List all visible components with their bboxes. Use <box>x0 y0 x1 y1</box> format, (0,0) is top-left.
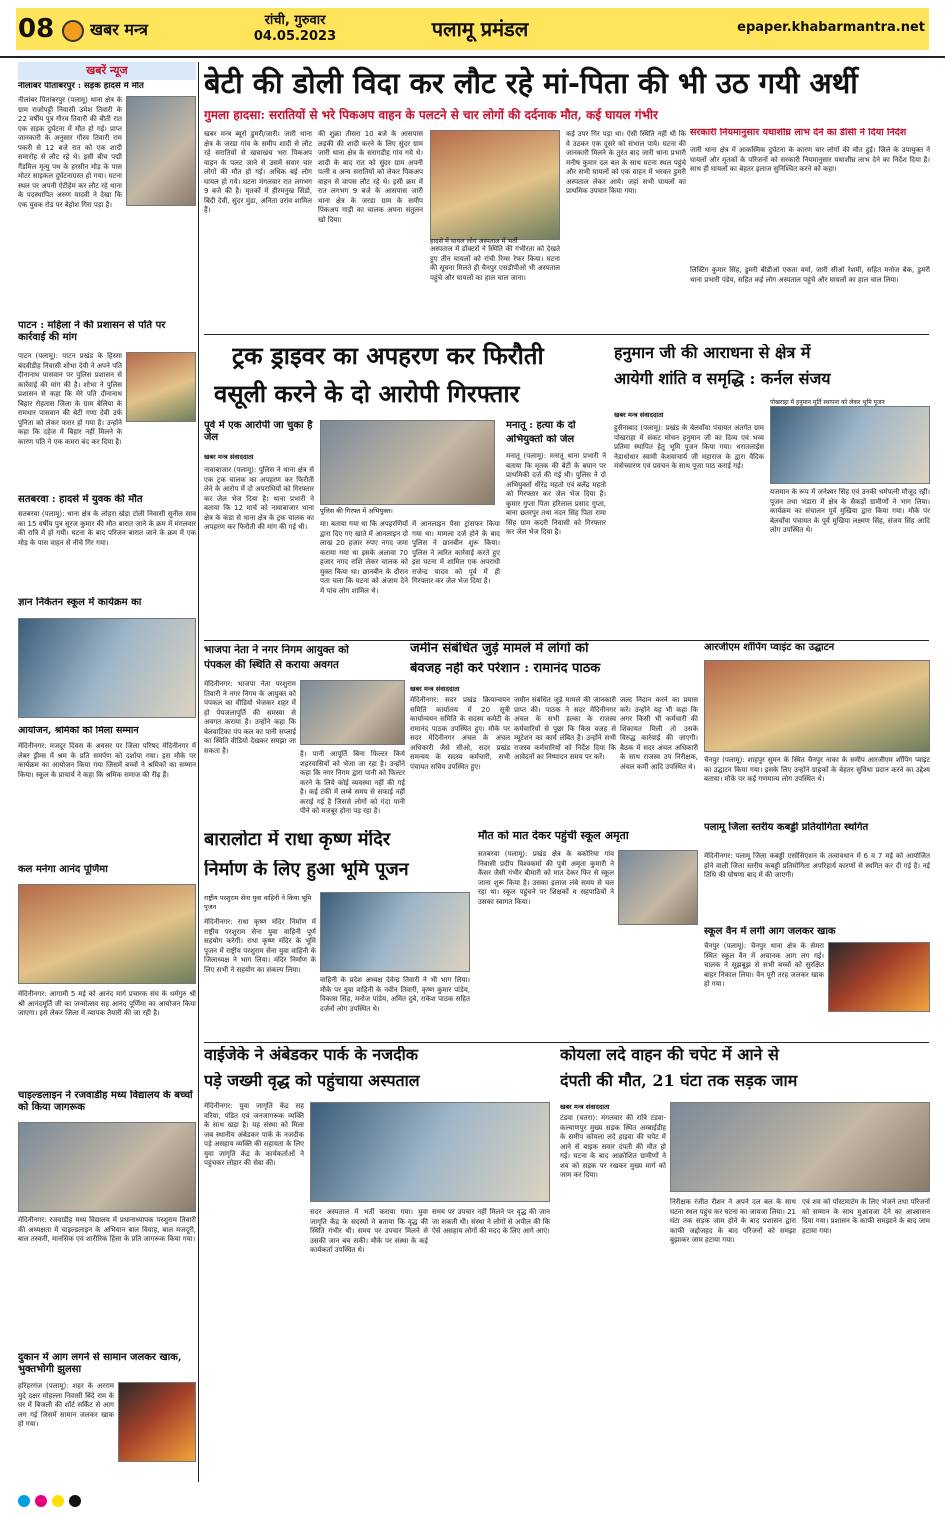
reg-dot-1 <box>18 1495 30 1507</box>
barlota-body-1: मेदिनीनगर: राधा कृष्ण मंदिर निर्माण में राष्ट्रीय परशुराम सेना युवा वाहिनी पूर्ण सहयोग करेगी। राधा कृष्ण मंदिर के भूमि पूजन में राष्ट्रीय परशुराम सेना युवा वाहिनी के जिलाध्यक्ष ने भाग लिया। मंदिर निर्माण के लिए सभी ने सहयोग का संकल्प लिया। <box>204 918 316 974</box>
hanuman-byline: खबर मन्त्र संवाददाता <box>614 411 664 419</box>
manatu-head-2: अभियुक्तों को जेल <box>506 434 575 445</box>
sidebar <box>18 62 196 1482</box>
bjp-body-2: है। पानी आपूर्ति बिना फिल्टर किये शहरवासियों को भेजा जा रहा है। उन्होंने कहा कि नगर निगम द्वारा पानी को फिल्टर करने के लिये कोई व्यवस्था नहीं की गई है। कई टंकी में लम्बे समय से सफाई नहीं कराई गई है जिससे लोगों को गंदा पानी पीने को मजबूर होना पड़ रहा है। <box>300 750 405 815</box>
truck-byline: खबर मन्त्र संवाददाता <box>204 453 254 461</box>
sidebar-s3-body: सतबरवा (पलामू): थाना क्षेत्र के लोहरा खेड़ा टोली निवासी सुनील साव का 15 वर्षीय पुत्र सूरज कुमार की मौत बारात जाने के क्रम में मंगलवार की रात्रि में हो गयी। घटना के बाद परिजन बारात जाने के क्रम में एक मोड़ के पास वाहन से नीचे गिर गया। <box>18 510 196 547</box>
aryabhatt-head: आरजीएम शॉपिंग प्वाइंट का उद्घाटन <box>704 642 835 653</box>
truck-subhead: पूर्व में एक आरोपी जा चुका है जेल <box>204 420 313 443</box>
manatu-head-1: मनातू : हत्या के दो <box>506 420 576 431</box>
right-top-body-2: लिस्टिंग कुमार सिंह, डुमरी बीडीओ एकता वर्मा, जारी सीओ रेशमी, सहित मनोज बेक, डुमरी थाना प्रभारी पंडेय, सहित कई लोग अस्पताल पहुंचे और घायलों का हाल चाल लिया। <box>690 266 930 284</box>
land-body-3: जल्द निदान करने का प्रयास करें। उन्होंने यह भी कहा कि अगर किसी भी कर्मचारी की शिकायत मिली तो उसके विरुद्ध कार्रवाई की जाएगी। बैठक में सदर अंचल अधिकारी के साथ राजस्व उप निरीक्षक, अंचल कर्मी आदि उपस्थित थे। <box>620 696 698 771</box>
truck-headline-2: वसूली करने के दो आरोपी गिरफ्तार <box>214 380 520 408</box>
sidebar-s4-head: ज्ञान निकेतन स्कूल में कार्यक्रम का <box>18 597 142 608</box>
sidebar-s6-body: मेदिनीनगर: आगामी 5 मई को आनंद मार्ग प्रचारक संघ के धर्मगुरु श्री श्री आनंदमूर्ति जी का जन्मोत्सव सह आनंद पूर्णिमा का आयोजन किया जाएगा। इसे लेकर जिला में व्यापक तैयारी की जा रही है। <box>18 990 196 1017</box>
lead-photo-caption: हादसे में घायल लोग अस्पताल में भर्ती <box>430 237 518 245</box>
land-head-1: जमीन संबंधित जुड़े मामले में लोगों को <box>410 642 589 656</box>
lead-kicker: गुमला हादसा <box>204 108 261 122</box>
van-body: चैनपुर (पलामू): चैनपुर थाना क्षेत्र के सेमरा स्थित स्कूल वैन में अचानक आग लग गई। चालक ने सूझबूझ से सभी बच्चों को सुरक्षित बाहर निकाल लिया। वैन पूरी तरह जलकर खाक हो गया। <box>704 942 824 988</box>
coal-head-1: कोयला लदे वाहन की चपेट में आने से <box>560 1046 779 1064</box>
sidebar-s6-head: कल मनेगा आनंद पूर्णिमा <box>18 864 108 875</box>
logo-text: खबर मन्त्र <box>90 20 148 39</box>
land-body-1: मेदिनीनगर: सदर प्रखंड क्रियान्वयन समिति कार्यालय में 20 सूत्री कार्यान्वयन समिति के सदस्य कमेटी के रामानंद पाठक उपस्थित हुए। मौके पर सदर मेदिनीनगर अंचल के अंचल अधिकारी जैसे सीओ, सदर प्रखंड समन्वय के सदस्य कर्मचारी, सभी पंचायत सचिव उपस्थित हुए। <box>410 696 510 771</box>
land-byline: खबर मन्त्र संवाददाता <box>410 685 460 693</box>
hanuman-body-2: यजमान के रूप में जनेश्वर सिंह एवं उनकी धर्मपत्नी मौजूद रहीं। पूजन तथा भंडारा में क्षेत्र के सैकड़ों ग्रामीणों ने भाग लिया। कार्यक्रम का संचालन पूर्व मुखिया द्वारा किया गया। मौके पर बेलवाँवा पंचायत के पूर्व मुखिया लक्ष्मण सिंह, संजय सिंह आदि लोग उपस्थित थे। <box>770 488 930 534</box>
sidebar-s2-photo <box>126 352 196 422</box>
section-title: पलामू प्रमंडल <box>431 17 529 41</box>
truck-photo-caption: पुलिस की गिरफ्त में अभियुक्त। <box>320 507 393 515</box>
land-head-2: बेवजह नहीं करें परेशान : रामानंद पाठक <box>410 662 601 676</box>
truck-body-3: में आनलाइन पैसा ट्रांसफर किया गया था। मामला दर्ज होने के बाद पुलिस ने छानबीन शुरू किया। पुलिस ने त्वरित कार्रवाई करते हुए इस घटना में शामिल एक अपराधी राजेन्द्र यादव को पूर्व में ही गिरफ्तार कर जेल भेज दिया है। <box>412 520 500 585</box>
sidebar-s8-head: दुकान में आग लगने से सामान जलकर खाक, भुक्तभोगी झुलसा <box>18 1352 182 1375</box>
sidebar-s8-photo <box>118 1382 196 1462</box>
ywca-body-3: समय पर उपचार नहीं मिलने पर वृद्ध की जान जा सकती थी। संस्था ने लोगों से अपील की कि ऐसे असहाय लोगों की मदद के लिए आगे आएं। <box>432 1208 550 1235</box>
truck-headline-1: ट्रक ड्राइवर का अपहरण कर फिरौती <box>232 342 544 370</box>
sidebar-s1-photo <box>126 96 196 206</box>
rule-middle-bottom <box>204 1042 929 1043</box>
sidebar-s5-head: आयोजन, श्रमिकों को मिला सम्मान <box>18 726 139 736</box>
amrita-head: मौत को मात देकर पहुंची स्कूल अमृता <box>478 830 629 842</box>
amrita-body: सतबरवा (पलामू): प्रखंड क्षेत्र के बकोरिया गांव निवासी प्रदीप विश्वकर्मा की पुत्री अमृता कुमारी ने कैंसर जैसी गंभीर बीमारी को मात देकर फिर से स्कूल जाना शुरू किया है। उसका इलाज लंबे समय से चल रहा था। स्कूल पहुंचने पर शिक्षकों व सहपाठियों ने उसका स्वागत किया। <box>478 850 614 906</box>
coal-photo <box>670 1102 930 1192</box>
hanuman-photo <box>770 406 930 484</box>
sidebar-s7-body: मेदिनीनगर: रजवाडीह मध्य विद्यालय में प्रधानाध्यापक परशुराम तिवारी की अध्यक्षता में चाइल्डलाइन के अभियान बाल विवाह, बाल मजदूरी, बाल तस्करी, मानसिक एवं शारीरिक हिंसा के प्रति जागरूक किया गया। <box>18 1216 196 1243</box>
reg-dot-4 <box>69 1495 81 1507</box>
reg-dot-2 <box>35 1495 47 1507</box>
lead-body-2: की शुक्रा तीसरा 10 बजे के आसपास लड़की की शादी करने के लिए सुंदर ग्राम जारी थाना क्षेत्र के सरागडीह गांव गये थे। शादी के बाद रात को सुंदर ग्राम अपनी पत्नी व अन्य सरातियों को लेकर पिकअप वाहन से वापस लौट रहे थे। इसी क्रम में रात लगभग 9 बजे के आसपास जारी थाना क्षेत्र के जरडा ग्राम के समीप पिकअप गाड़ी का चालक अपना संतुलन खो दिया। <box>318 130 423 224</box>
bjp-body-1: मेदिनीनगर: भाजपा नेता परशुराम तिवारी ने नगर निगम के आयुक्त को पंपकल का वीडियो भेजकर शहर में हो पेयजलापूर्ति की समस्या से अवगत कराया है। उन्होंने कहा कि बेलवाटिका पंप कल का पानी सप्लाई का स्थिति वीडियो देखकर समझा जा सकता है। <box>204 680 296 755</box>
barlota-body-2: वाहिनी के प्रदेश अध्यक्ष देवेन्द्र तिवारी ने भी भाग लिया। मौके पर युवा वाहिनी के नवीन तिवारी, कृष्ण कुमार पांडेय, विकास सिंह, मनोज पांडेय, अमित दुबे, राकेश पाठक सहित दर्जनों लोग उपस्थित थे। <box>320 976 470 1013</box>
rule-truck-bottom <box>204 640 929 641</box>
footer-registration-marks <box>18 1492 930 1510</box>
van-photo <box>828 942 930 1012</box>
lead-photo <box>430 130 560 240</box>
coal-body-1: टंडवा (चतरा): मंगलवार की रात्रि टंडवा-कल्याणपुर मुख्य सड़क स्थित अम्बाईडीह के समीप कोयला लदे हाइवा की चपेट में आने से बाइक सवार दंपती की मौत हो गई। घटना के बाद आक्रोशित ग्रामीणों ने शव को सड़क पर रखकर मुख्य मार्ग को जाम कर दिया। <box>560 1114 666 1179</box>
sidebar-s1-body: नीलांबर पितांबरपुर (पलामू) थाना क्षेत्र के ग्राम राजोपट्टी निवासी उमेश तिवारी के 22 वर्षीय पुत्र गौरव तिवारी की बीती रात एक सड़क दुर्घटना में मौत हो गई। प्राप्त जानकारी के अनुसार गौरव तिवारी राम पकरी से 12 बजे रात को एक शादी समारोह से लौट रहे थे। इसी बीच पद्मी गैंडमिल मृत्यु पथ के हरसीन मोड़ के पास मोटर साइकल दुर्घटनाग्रस्त हो गया। घटना स्थल पर अपनी ऐटीहेम कर लौट रहे थाना के पदस्थापित अरुण यादवी ने देखा कि एक युवक रोड पर बेहोश गिरा पड़ा है। <box>18 96 122 209</box>
barlota-head-1: बारालोटा में राधा कृष्ण मंदिर <box>204 830 391 850</box>
coal-byline: खबर मन्त्र संवाददाता <box>560 1103 610 1111</box>
ywca-body-2: सदर अस्पताल में भर्ती कराया गया। युवा जागृति केंद्र के सदस्यों ने बताया कि वृद्ध की स्थिति गंभीर थी। समय पर उपचार मिलने से उसकी जान बच सकी। मौके पर संस्था के कई कार्यकर्ता उपस्थित थे। <box>310 1208 428 1254</box>
barlota-head-2: निर्माण के लिए हुआ भूमि पूजन <box>204 860 409 880</box>
page-number: 08 <box>18 14 55 44</box>
lead-body-4: अस्पताल में डॉक्टरों ने स्थिति की गंभीरता को देखते हुए तीन घायलों को रांची रिम्स रेफर किया। घटना की सूचना मिलते ही चैनपुर एसडीपीओ भी अस्पताल पहुंचे और घायलों का हाल चाल जाना। <box>430 245 560 282</box>
sidebar-s5-body: मेदिनीनगर: मजदूर दिवस के अवसर पर जिला परिषद मेदिनीनगर में लेबर ड्रीम्स में श्रम के प्रति समर्पण को दर्शाया गया। इस मौके पर कार्यक्रम का आयोजन किया गया जिसमें बच्चों ने श्रमिकों का सम्मान किया। स्कूल के प्राचार्य ने कहा कि श्रमिक समाज की रीढ़ हैं। <box>18 742 196 779</box>
hanuman-photo-caption: पोखराहा में हनुमान मूर्ति स्थापना को लेकर भूमि पूजन <box>770 399 885 406</box>
sidebar-s6-photo <box>18 884 196 984</box>
sidebar-s1-head: नीलांबर पीतांबरपुर : सड़क हादसे में मौत <box>18 82 144 91</box>
coal-body-2: निरीक्षक रंजीत रौशन ने अपने दल बल के साथ घटना स्थल पहुंच कर घटना का जायजा लिया। 21 घंटा तक सड़क जाम होने के बाद प्रशासन द्वारा काफी जद्दोजहद के बाद परिजनों को समझा बुझाकर जाम हटाया गया। <box>670 1198 796 1244</box>
coal-body-3: एवं शव को पोस्टमार्टम के लिए भेजने तथा परिजनों को सम्मान के साथ मुआवजा देने का आश्वासन दिया गया। प्रशासन के काफी समझाने के बाद जाम हटाया गया। <box>802 1198 930 1235</box>
logo-icon <box>62 20 84 42</box>
coal-head-2: दंपती की मौत, 21 घंटा तक सड़क जाम <box>560 1072 798 1090</box>
manatu-body: मनातू (पलामू): मनातू थाना प्रभारी ने बताया कि मृतक की बेटी के बयान पर प्राथमिकी दर्ज की गई थी। पुलिस ने दो अभियुक्तों धीरेंद्र महतो एवं बलेंद्र महतो को गिरफ्तार कर जेल भेज दिया है। कुमार गुप्ता पिता हरिलाल प्रसाद गुप्ता, बाना छतरपुर तथा नंदन सिंह पिता रामा सिंह ग्राम कदरी निवासी को गिरफ्तार कर जेल भेज दिया है। <box>506 452 606 536</box>
rule-lead-bottom <box>204 334 929 335</box>
sidebar-divider <box>198 62 199 1482</box>
sidebar-s7-photo <box>18 1122 196 1212</box>
amrita-photo <box>618 850 698 925</box>
barlota-caption: राष्ट्रीय परशुराम सेना युवा वाहिनी ने किया भूमि पूजन <box>204 894 312 911</box>
van-head: स्कूल वैन में लगी आग जलकर खाक <box>704 926 836 937</box>
lead-subhead: : सरातियों से भरे पिकअप वाहन के पलटने से चार लोगों की दर्दनाक मौत, कई घायल गंभीर <box>260 108 658 122</box>
kabaddi-body: मेदिनीनगर: पलामू जिला कबड्डी एसोसिएशन के तत्वावधान में 6 व 7 मई को आयोजित होने वाली जिला स्तरीय कबड्डी प्रतियोगिता अपरिहार्य कारणों से स्थगित कर दी गई है। नई तिथि की घोषणा बाद में की जाएगी। <box>704 852 930 879</box>
city-day: रांची, गुरुवार <box>264 13 326 28</box>
website-link[interactable]: epaper.khabarmantra.net <box>737 20 925 35</box>
bjp-head-1: भाजपा नेता ने नगर निगम आयुक्त को <box>204 644 349 656</box>
aryabhatt-body: चैनपुर (पलामू): शाहपुर सुमन के स्थित चैनपुर नाका के समीप आरजीएम शॉपिंग प्वाइंट का उद्घाटन किया गया। इसके लिए उन्होंने ग्राहकों के बेहतर सुविधा प्रदान करने का उद्देश्य बताया। मौके पर कई गणमान्य लोग उपस्थित थे। <box>704 756 930 783</box>
truck-body-2: मा। बताया गया था कि अपहरणियों द्वारा दिए गए खाते में आनलाइन दो लाख 20 हजार रुपए नगद जमा कराया गया था इसके अलावा 70 हजार नगद राशि लेकर चालक को मुक्त किया था। छानबीन के दौरान पता चला कि घटना को अंजाम देने में पांच लोग शामिल थे। <box>320 520 408 595</box>
hanuman-head-2: आयेगी शांति व समृद्धि : कर्नल संजय <box>614 370 831 388</box>
land-body-2: जमीन संबंधित जुड़े मामले की जानकारी प्राप्त की। पाठक ने सदर मेदिनीनगर अंचल के सभी हल्का के राजस्व कर्मचारियों से पूछा कि किस वजह से म्यूटेशन का कार्य लंबित है। उन्होंने सभी राजस्व कर्मचारियों को निर्देश दिया कि आवेदनों का निष्पादन समय पर करें। <box>514 696 616 761</box>
masthead <box>0 0 945 58</box>
ywca-photo <box>310 1102 550 1202</box>
truck-photo <box>320 420 495 505</box>
lead-headline: बेटी की डोली विदा कर लौट रहे मां-पिता की भी उठ गयी अर्थी <box>204 66 858 100</box>
right-top-body: जारी थाना क्षेत्र में आकस्मिक दुर्घटना के कारण चार लोगों की मौत हुई। जिले के उपायुक्त ने घायलों और मृतकों के परिजनों को सरकारी नियमानुसार यथाशीघ्र लाभ देने का निर्देश दिया है। साथ ही घायलों का बेहतर इलाज सुनिश्चित करने को कहा। <box>690 146 930 173</box>
right-top-head: सरकारी नियमानुसार यथाशीघ्र लाभ देने का डीसी ने दिया निर्देश <box>690 128 907 138</box>
sidebar-s7-head: चाइल्डलाइन ने रजवाडीह मध्य विद्यालय के बच्चों को किया जागरूक <box>18 1090 193 1113</box>
bjp-photo <box>300 680 405 745</box>
sidebar-s8-body: हरिहरगंज (पलामू): शहर के अरराम मुदे दक्षर मोहल्ला निवासी बिंदे राम के घर में बिजली की शॉर्ट सर्किट से आग लग गई जिसमें सामान जलकर खाक हो गया। <box>18 1382 114 1428</box>
hanuman-head-1: हनुमान जी की आराधना से क्षेत्र में <box>614 344 811 362</box>
aryabhatt-photo <box>704 660 930 752</box>
sidebar-s3-head: सतबरवा : हादसे में युवक की मौत <box>18 494 143 505</box>
sidebar-s2-head: पाटन : महिला ने की प्रशासन से पति पर कार्रवाई की मांग <box>18 320 166 343</box>
truck-body-1: नावाबाजार (पलामू): पुलिस ने थाना क्षेत्र से एक ट्रक चालक का अपहरण कर फिरौती लेने के आरोप में दो अपराधियों को गिरफ्तार कर जेल भेज दिया है। थाना प्रभारी ने बताया कि 12 मार्च को नावाबाजार थाना क्षेत्र के कंडा से थाना क्षेत्र के ट्रक चालक का अपहरण कर फिरौती की मांग की गई थी। <box>204 466 314 531</box>
bjp-head-2: पंपकल की स्थिति से कराया अवगत <box>204 659 339 671</box>
ywca-body-1: मेदिनीनगर: युवा जागृति केंद्र सह वरिया, पंडित एवं जनजागरूक व्यक्ति के साथ खड़ा है। यह संस्था को मिला जब स्थानीय अंबेडकर पार्क के नजदीक पड़े असहाय व्यक्ति की सहायता के लिए युवा जागृति केंद्र के कार्यकर्ताओं ने पहुंचकर लोहार की सेवा की। <box>204 1102 304 1167</box>
lead-body-3: कई उपर गिर पड़ा था। ऐसी स्थिति नहीं थी कि वे उठकर एक दूसरे को संभाल पाये। घटना की जानकारी मिलने के तुरंत बाद जारी थाना प्रभारी मनीष कुमार दल बल के साथ घटना स्थल पहुंचे और सभी घायलों को एक वाहन में भरकर डुमरी अस्पताल लेकर आये। जहां सभी घायलों का प्राथमिक उपचार किया गया। <box>566 130 686 195</box>
issue-date: 04.05.2023 <box>253 29 337 44</box>
lead-subhead-row <box>204 106 929 124</box>
sidebar-s4-photo <box>18 618 196 718</box>
ywca-head-2: पड़े जख्मी वृद्ध को पहुंचाया अस्पताल <box>204 1072 420 1090</box>
reg-dot-3 <box>52 1495 64 1507</box>
lead-body-1: खबर मन्त्र ब्यूरो डुमरी/जारी। जारी थाना क्षेत्र के जरडा गांव के समीप शादी से लौट रहे सरातियों से खचाखच भरा पिकअप वाहन के पलट जाने से उसमें सवार चार लोगों की मौत हो गई। अधिक बई लोग घायल हो गये। घटना मंगलवार रात लगभग 9 बजे की है। मृतकों में हीरमनुख सिंडो, बिंदी देवी, सुंदर मुंडा, अनिता उरांव शामिल हैं। <box>204 130 312 214</box>
kabaddi-head: पलामू जिला स्तरीय कबड्डी प्रतियोगिता स्थगित <box>704 822 869 833</box>
hanuman-body-1: हुसैनाबाद (पलामू): प्रखंड के बेलवाँवा पंचायत अंतर्गत ग्राम पोखराहा में संकट मोचन हनुमान जी का दिव्य एवं भव्य प्रतिमा स्थापित हेतु भूमि पूजन किया गया। धरातलाईस नेडाधोधार स्वामी केशवाचार्य जी महाराज के द्वारा वैदिक मंत्रोच्चारण एवं प्रवचन के साथ पूजा पाठ कराई गई। <box>614 424 764 470</box>
sidebar-header: खबरें न्यूज <box>18 62 196 80</box>
barlota-photo <box>320 892 470 972</box>
ywca-head-1: वाईजेके ने अंबेडकर पार्क के नजदीक <box>204 1046 419 1064</box>
sidebar-s2-body: पाटन (पलामू): पाटन प्रखंड के हिस्सा बंदवीडीह निवासी शोभा देवी ने अपने पति दीनानाथ पासवान पर पुलिस प्रशासन से कार्रवाई की मांग की है। शोभा ने पुलिस प्रशासन से कहा कि मेरे पति दीनानाथ बिहार रोहतास जिला के ग्राम बेलिया के रामधार पासवान की बेटी गणा देवी उर्फ पुनिता को लेकर फरार हो गया है। उन्होंने कहा कि दहेज में बिहार नहीं मिलने के कारण पति ने एक कमरा बंद कर दिया है। <box>18 352 122 446</box>
